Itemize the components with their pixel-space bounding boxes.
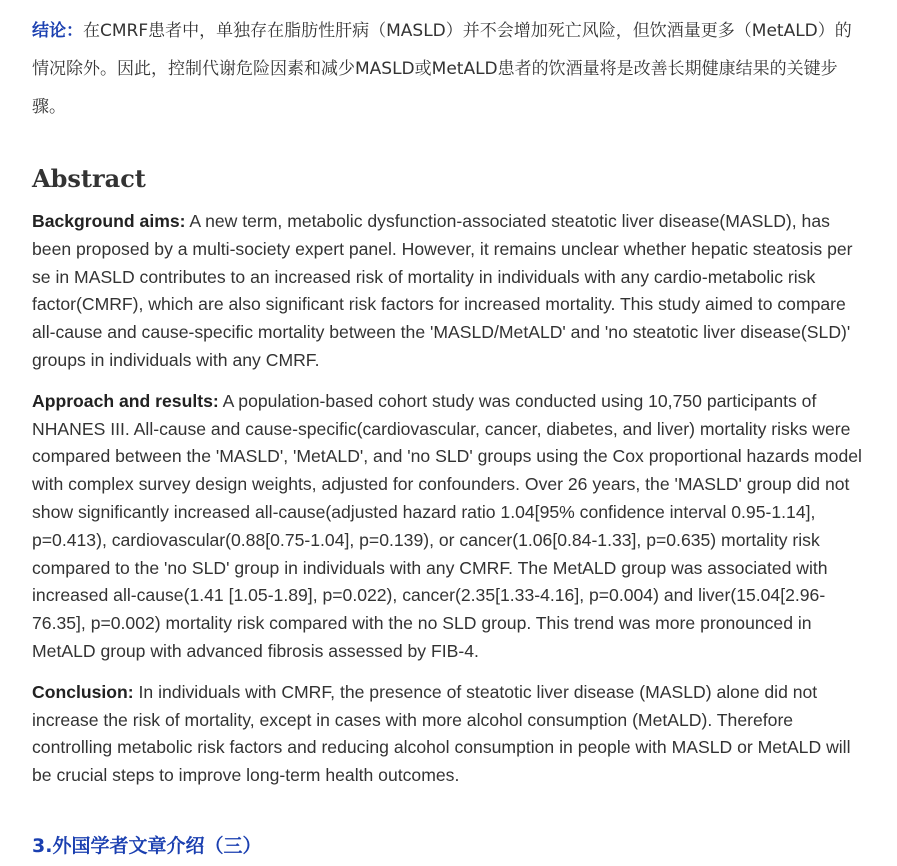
background-aims-label: Background aims: [32,211,186,231]
section-heading: 3.外国学者文章介绍（三） [32,834,262,857]
article-content [32,0,862,860]
chinese-conclusion-label: 结论： [32,21,83,41]
approach-results-text: A population-based cohort study was conducted using 10,750 participants of NHANES III. All-cause and cause-specific(cardiovascular, cancer, diabetes, and liver) mortality risks were compared between the 'MASLD', 'MetALD', and 'no SLD' groups using the Cox proportional hazards model with complex survey design weights, adjusted for confounders. Over 26 years, the 'MASLD' group did not show significantly increased all-cause(adjusted hazard ratio 1.04[95% confidence interval 0.95-1.14], p=0.413), cardiovascular(0.88[0.75-1.04], p=0.139), or cancer(1.06[0.84-1.33], p=0.635) mortality risk compared to the 'no SLD' group in individuals with any CMRF. The MetALD group was associated with increased all-cause(1.41 [1.05-1.89], p=0.022), cancer(2.35[1.33-4.16], p=0.004) and liver(15.04[2.96-76.35], p=0.002) mortality risk compared with the no SLD group. This trend was more pronounced in MetALD group with advanced fibrosis assessed by FIB-4. [32,390,862,661]
abstract-background-paragraph [32,194,862,375]
conclusion-text: In individuals with CMRF, the presence of steatotic liver disease (MASLD) alone did not increase the risk of mortality, except in cases with more alcohol consumption (MetALD). Therefore controlling metabolic risk factors and reducing alcohol consumption in people with MASLD or MetALD will be crucial steps to improve long-term health outcomes. [32,681,851,786]
abstract-heading: Abstract [32,164,146,193]
chinese-conclusion-paragraph [32,0,862,126]
approach-results-label: Approach and results: [32,390,219,411]
background-aims-text: A new term, metabolic dysfunction-associated steatotic liver disease(MASLD), has been proposed by a multi-society expert panel. However, it remains unclear whether hepatic steatosis per se in MASLD contributes to an increased risk of mortality in individuals with any cardio-metabolic risk factor(CMRF), which are also significant risk factors for increased mortality. This study aimed to compare all-cause and cause-specific mortality between the 'MASLD/MetALD' and 'no steatotic liver disease(SLD)' groups in individuals with any CMRF. [32,211,853,370]
abstract-approach-paragraph [32,375,862,666]
conclusion-label: Conclusion: [32,681,134,702]
abstract-conclusion-paragraph [32,666,862,790]
chinese-conclusion-text: 在CMRF患者中，单独存在脂肪性肝病（MASLD）并不会增加死亡风险，但饮酒量更多（MetALD）的情况除外。因此，控制代谢危险因素和减少MASLD或MetALD患者的饮酒量将是改善长期健康结果的关键步骤。 [32,21,852,117]
